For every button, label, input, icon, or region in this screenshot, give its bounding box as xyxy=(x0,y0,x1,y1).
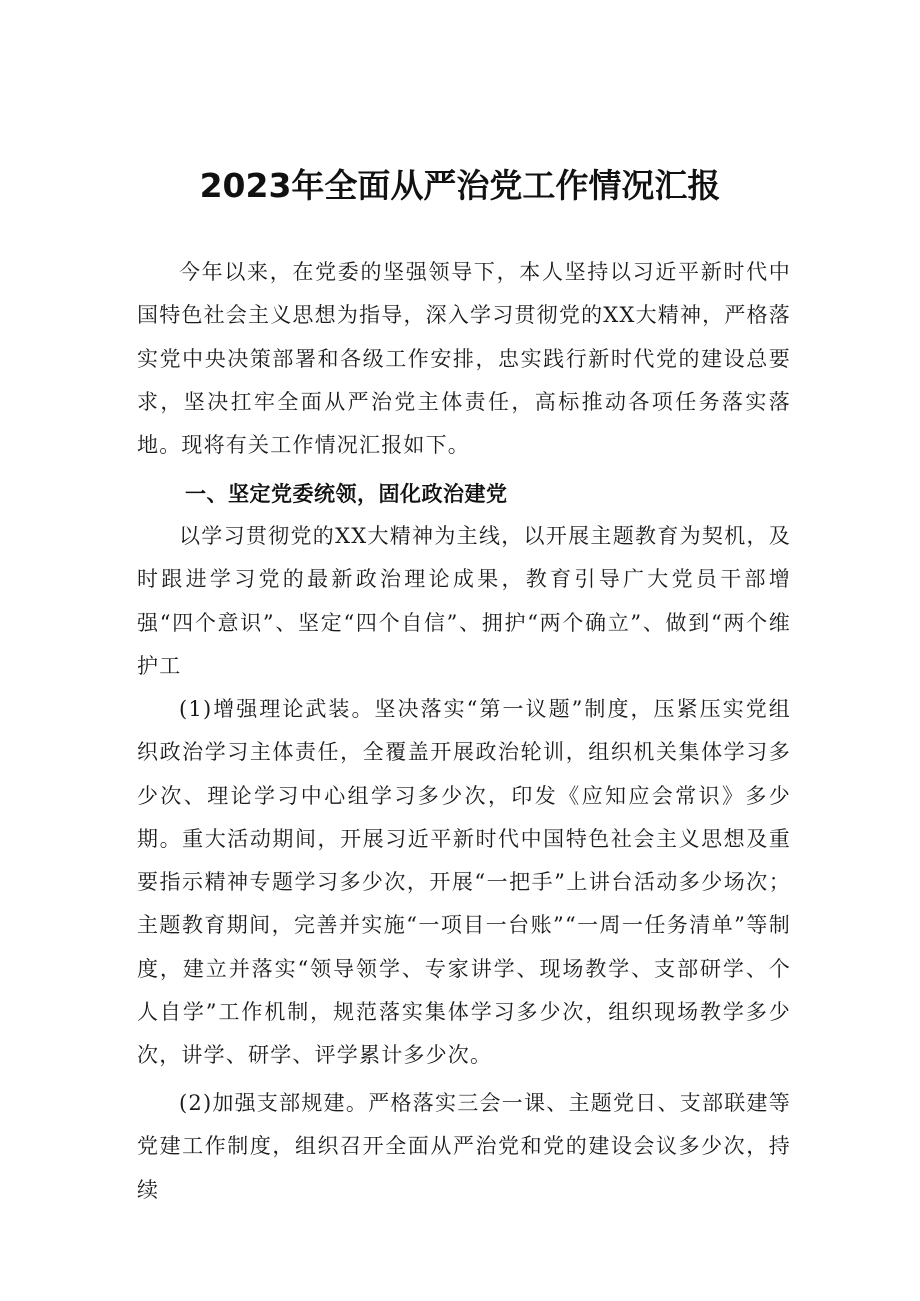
subsection-2-paragraph: (2)加强支部规建。严格落实三会一课、主题党日、支部联建等党建工作制度，组织召开全面从严治党和党的建设会议多少次，持续 xyxy=(137,1091,791,1202)
intro-paragraph: 今年以来，在党委的坚强领导下，本人坚持以习近平新时代中国特色社会主义思想为指导，深入学习贯彻党的XX大精神，严格落实党中央决策部署和各级工作安排，忠实践行新时代党的建设总要求，坚决扛牢全面从严治党主体责任，高标推动各项任务落实落地。现将有关工作情况汇报如下。 xyxy=(137,260,791,458)
document-title: 2023年全面从严治党工作情况汇报 xyxy=(199,166,721,205)
subsection-1-paragraph: (1)增强理论武装。坚决落实“第一议题”制度，压紧压实党组织政治学习主体责任，全覆盖开展政治轮训，组织机关集体学习多少次、理论学习中心组学习多少次，印发《应知应会常识》多少期。重大活动期间，开展习近平新时代中国特色社会主义思想及重要指示精神专题学习多少次，开展“一把手”上讲台活动多少场次；主题教育期间，完善并实施“一项目一台账”“一周一任务清单”等制度，建立并落实“领导领学、专家讲学、现场教学、支部研学、个人自学”工作机制，规范落实集体学习多少次，组织现场教学多少次，讲学、研学、评学累计多少次。 xyxy=(137,697,791,1068)
section-heading: 一、坚定党委统领，固化政治建党 xyxy=(185,482,508,506)
section-body-paragraph: 以学习贯彻党的XX大精神为主线，以开展主题教育为契机，及时跟进学习党的最新政治理论成果，教育引导广大党员干部增强“四个意识”、坚定“四个自信”、拥护“两个确立”、做到“两个维护工 xyxy=(137,524,791,678)
